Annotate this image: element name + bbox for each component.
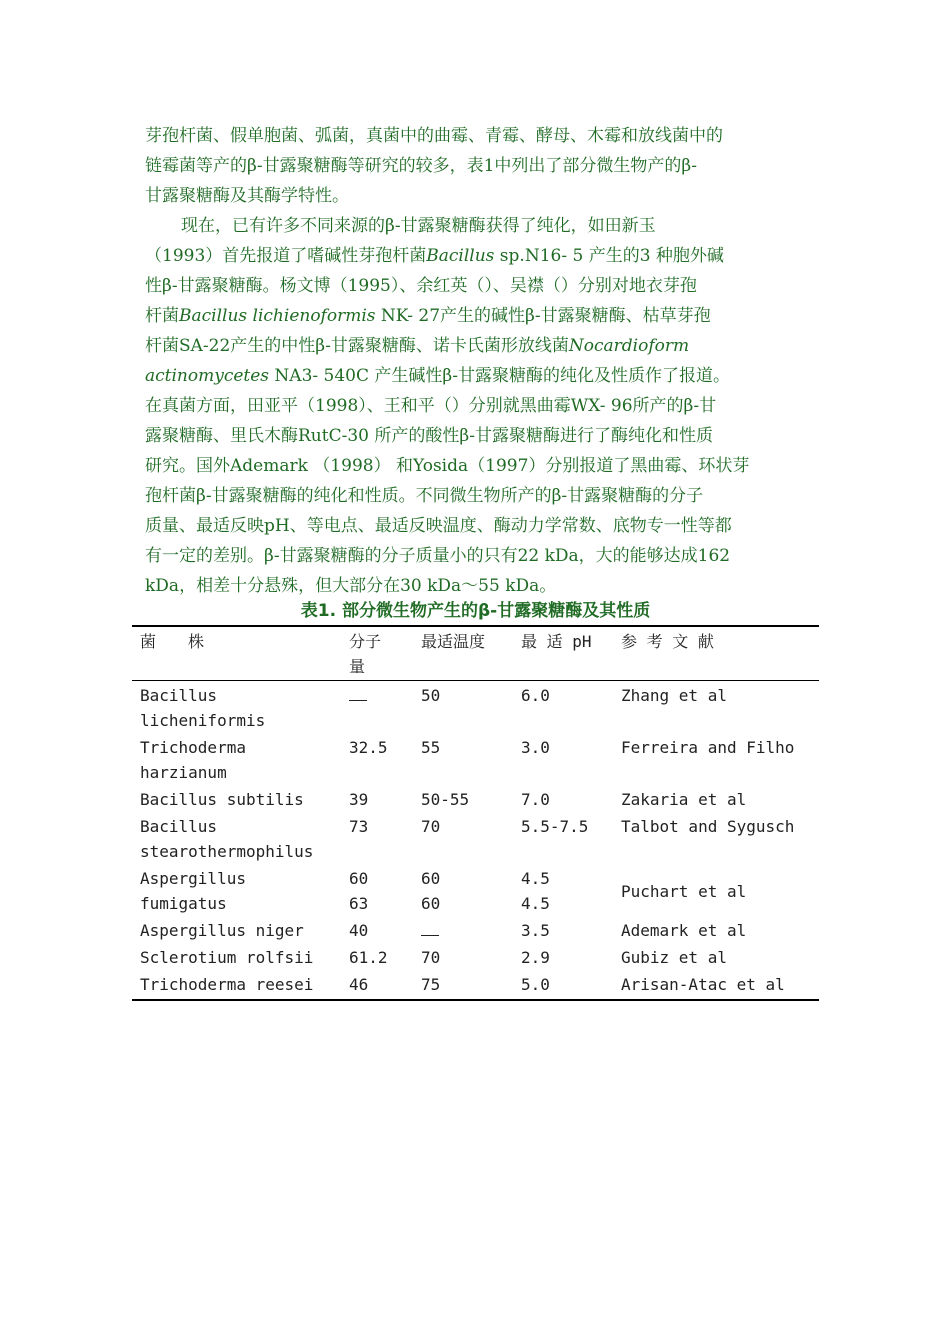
table-row xyxy=(132,787,819,814)
cell-ref: Gubiz et al xyxy=(621,948,727,967)
paragraph-line: 芽孢杆菌、假单胞菌、弧菌，真菌中的曲霉、青霉、酵母、木霉和放线菌中的 xyxy=(145,126,723,146)
cell-ref: Talbot and Sygusch xyxy=(621,817,795,836)
paragraph-line: 研究。国外Ademark （1998） 和Yosida（1997）分别报道了黑曲霉、环状芽 xyxy=(145,456,750,476)
table-row xyxy=(132,866,819,918)
strain-text: Bacillus xyxy=(140,686,218,705)
text-run: （1993）首先报道了嗜碱性芽孢杆菌 xyxy=(145,246,427,266)
paragraph-line: 露聚糖酶、里氏木酶RutC-30 所产的酸性β-甘露聚糖酶进行了酶纯化和性质 xyxy=(145,426,713,446)
species-name: Bacillus xyxy=(426,246,495,266)
text-run: NK- 27产生的碱性β-甘露聚糖酶、枯草芽孢 xyxy=(375,306,711,326)
mw-text: 63 xyxy=(349,894,369,913)
cell-ref: Zakaria et al xyxy=(621,790,747,809)
cell-mw: 40 xyxy=(349,921,369,940)
cell-ph: 3.5 xyxy=(521,921,550,940)
paragraph-line: 在真菌方面，田亚平（1998）、王和平（）分别就黑曲霉WX- 96所产的β-甘 xyxy=(145,396,717,416)
cell-mw: 46 xyxy=(349,975,369,994)
cell-mw: 73 xyxy=(349,817,369,836)
text-run: sp.N16- 5 产生的3 种胞外碱 xyxy=(494,246,724,266)
text-run: NA3- 540C 产生碱性β-甘露聚糖酶的纯化及性质作了报道。 xyxy=(269,366,730,386)
strain-text: fumigatus xyxy=(140,894,227,913)
cell-temp: 50-55 xyxy=(421,790,470,809)
cell-strain: Trichoderma reesei xyxy=(140,975,314,994)
paragraph-line xyxy=(145,301,810,331)
paragraph-line xyxy=(145,241,810,271)
table-row xyxy=(132,918,819,945)
paragraph-purification xyxy=(145,211,810,601)
cell-mw xyxy=(349,681,421,736)
paragraph-intro xyxy=(145,121,810,211)
paragraph-line xyxy=(145,331,810,361)
header-optimal-temperature: 最适温度 xyxy=(421,632,486,651)
cell-ph xyxy=(521,866,621,918)
table-header-row xyxy=(132,627,819,681)
paragraph-line xyxy=(145,361,810,391)
paragraph-line: 质量、最适反映pH、等电点、最适反映温度、酶动力学常数、底物专一性等都 xyxy=(145,516,732,536)
cell-ref: Ademark et al xyxy=(621,921,747,940)
cell-ph: 7.0 xyxy=(521,790,550,809)
cell-strain: Bacillus subtilis xyxy=(140,790,304,809)
mw-text: 60 xyxy=(349,869,369,888)
cell-mw: 39 xyxy=(349,790,369,809)
text-run: 杆菌SA-22产生的中性β-甘露聚糖酶、诺卡氏菌形放线菌 xyxy=(145,336,569,356)
strain-text: Aspergillus xyxy=(140,869,246,888)
cell-mw: 32.5 xyxy=(349,738,388,757)
cell-ph: 5.5-7.5 xyxy=(521,817,589,836)
paragraph-line: 链霉菌等产的β-甘露聚糖酶等研究的较多，表1中列出了部分微生物产的β- xyxy=(145,156,697,176)
species-name: actinomycetes xyxy=(145,366,270,386)
cell-temp xyxy=(421,866,521,918)
header-reference: 参 考 文 献 xyxy=(621,632,714,651)
cell-temp: 70 xyxy=(421,948,441,967)
cell-strain xyxy=(132,735,349,787)
enzyme-table xyxy=(132,625,819,1001)
ph-text: 4.5 xyxy=(521,894,550,913)
header-text: 量 xyxy=(349,657,366,676)
header-strain: 菌 株 xyxy=(140,632,205,651)
cell-ref: Ferreira and Filho xyxy=(621,738,795,757)
temp-text: 60 xyxy=(421,894,441,913)
cell-ph: 2.9 xyxy=(521,948,550,967)
cell-strain xyxy=(132,814,349,866)
table-caption: 表1. 部分微生物产生的β-甘露聚糖酶及其性质 xyxy=(300,601,651,621)
cell-mw xyxy=(349,866,421,918)
table-row xyxy=(132,945,819,972)
paragraph-line: 性β-甘露聚糖酶。杨文博（1995）、余红英（）、吴襟（）分别对地衣芽孢 xyxy=(145,276,697,296)
cell-mw: 61.2 xyxy=(349,948,388,967)
strain-text: Trichoderma xyxy=(140,738,246,757)
paragraph-line: 现在，已有许多不同来源的β-甘露聚糖酶获得了纯化，如田新玉 xyxy=(181,216,656,236)
cell-temp: 70 xyxy=(421,817,441,836)
cell-ph: 6.0 xyxy=(521,686,550,705)
temp-text: 60 xyxy=(421,869,441,888)
paragraph-line: 有一定的差别。β-甘露聚糖酶的分子质量小的只有22 kDa，大的能够达成162 xyxy=(145,546,731,566)
table-row xyxy=(132,972,819,999)
header-molecular-weight xyxy=(349,627,421,681)
cell-ref: Arisan-Atac et al xyxy=(621,975,785,994)
species-name: Bacillus lichienoformis xyxy=(179,306,376,326)
strain-text: stearothermophilus xyxy=(140,842,314,861)
cell-strain: Aspergillus niger xyxy=(140,921,304,940)
table-row xyxy=(132,814,819,866)
cell-temp: 50 xyxy=(421,686,441,705)
text-run: 杆菌 xyxy=(145,306,179,326)
table-row xyxy=(132,681,819,736)
cell-temp xyxy=(421,918,521,945)
cell-ph: 5.0 xyxy=(521,975,550,994)
header-text: 分子 xyxy=(349,632,382,651)
species-name: Nocardioform xyxy=(568,336,690,356)
cell-strain: Sclerotium rolfsii xyxy=(140,948,314,967)
paragraph-line: 甘露聚糖酶及其酶学特性。 xyxy=(145,186,349,206)
empty-value-dash xyxy=(349,684,367,701)
cell-ph: 3.0 xyxy=(521,738,550,757)
cell-strain xyxy=(132,866,349,918)
cell-strain xyxy=(132,681,349,736)
empty-value-dash xyxy=(421,919,439,936)
strain-text: Bacillus xyxy=(140,817,218,836)
header-optimal-ph: 最 适 pH xyxy=(521,632,592,651)
cell-ref: Puchart et al xyxy=(621,881,747,901)
table-row xyxy=(132,735,819,787)
cell-temp: 75 xyxy=(421,975,441,994)
paragraph-line: kDa，相差十分悬殊，但大部分在30 kDa～55 kDa。 xyxy=(145,576,557,596)
cell-temp: 55 xyxy=(421,738,441,757)
ph-text: 4.5 xyxy=(521,869,550,888)
strain-text: harzianum xyxy=(140,763,227,782)
strain-text: licheniformis xyxy=(140,711,266,730)
cell-ref: Zhang et al xyxy=(621,686,727,705)
paragraph-line: 孢杆菌β-甘露聚糖酶的纯化和性质。不同微生物所产的β-甘露聚糖酶的分子 xyxy=(145,486,704,506)
